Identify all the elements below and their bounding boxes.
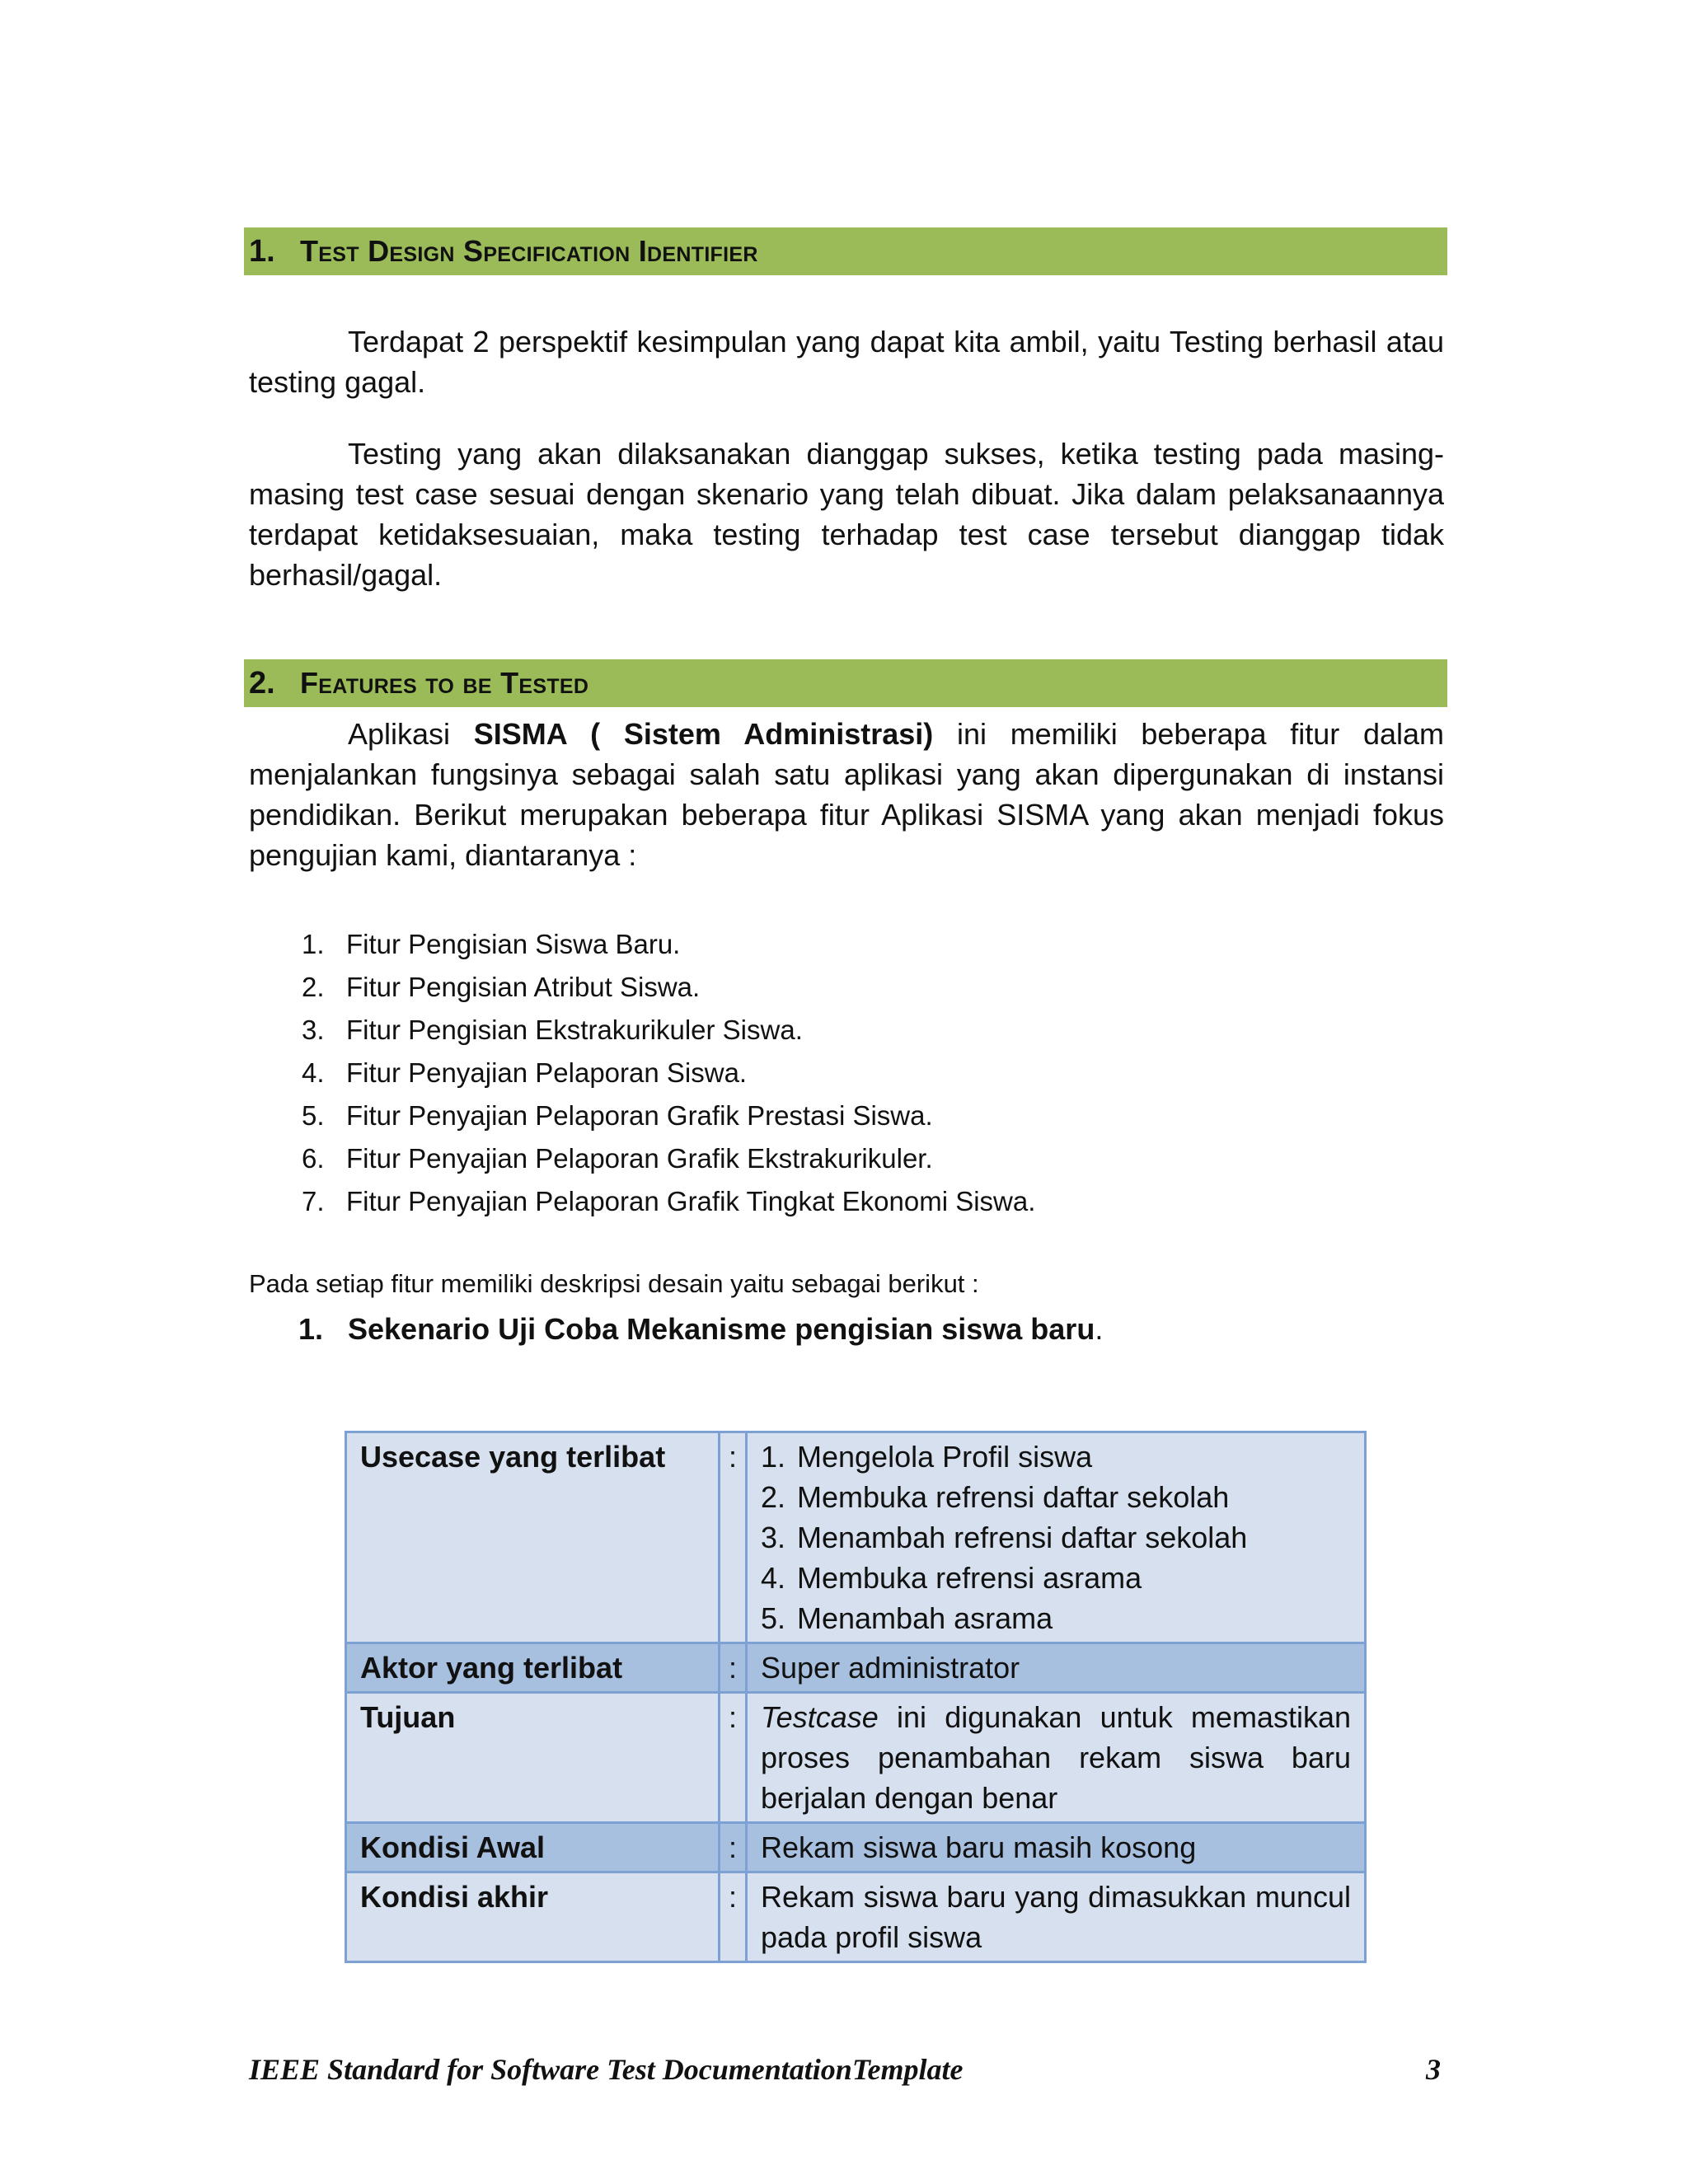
tujuan-label: Tujuan bbox=[346, 1693, 720, 1823]
list-text: Menambah refrensi daftar sekolah bbox=[797, 1521, 1248, 1554]
colon: : bbox=[720, 1693, 747, 1823]
list-number: 1. bbox=[761, 1440, 786, 1474]
usecase-value bbox=[747, 1432, 1366, 1643]
kondisi-akhir-label: Kondisi akhir bbox=[346, 1872, 720, 1962]
list-item bbox=[302, 1180, 1035, 1223]
list-number: 5. bbox=[761, 1601, 786, 1635]
usecase-label: Usecase yang terlibat bbox=[346, 1432, 720, 1643]
scenario-title: Sekenario Uji Coba Mekanisme pengisian siswa baru bbox=[348, 1312, 1095, 1346]
list-number: 1. bbox=[302, 929, 325, 959]
list-text: Fitur Penyajian Pelaporan Siswa. bbox=[346, 1057, 748, 1088]
list-text: Fitur Penyajian Pelaporan Grafik Ekstrakurikuler. bbox=[346, 1143, 933, 1174]
table-row bbox=[346, 1823, 1366, 1872]
list-item bbox=[761, 1598, 1351, 1638]
list-number: 6. bbox=[302, 1143, 325, 1174]
scenario-suffix: . bbox=[1095, 1312, 1104, 1346]
tujuan-italic: Testcase bbox=[761, 1700, 879, 1734]
list-item bbox=[761, 1517, 1351, 1558]
scenario-heading bbox=[298, 1312, 1103, 1347]
list-text: Membuka refrensi daftar sekolah bbox=[797, 1480, 1230, 1514]
list-text: Fitur Pengisian Atribut Siswa. bbox=[346, 972, 701, 1002]
footer-title: IEEE Standard for Software Test DocumentationTemplate bbox=[249, 2053, 964, 2086]
list-number: 2. bbox=[302, 972, 325, 1002]
section-1-number: 1. bbox=[249, 233, 275, 269]
section-1-title: Test Design Specification Identifier bbox=[300, 234, 758, 268]
table-row bbox=[346, 1432, 1366, 1643]
kondisi-awal-value: Rekam siswa baru masih kosong bbox=[747, 1823, 1366, 1872]
list-item bbox=[302, 1094, 1035, 1137]
colon: : bbox=[720, 1643, 747, 1693]
list-item bbox=[302, 1052, 1035, 1094]
list-item bbox=[302, 966, 1035, 1009]
list-text: Menambah asrama bbox=[797, 1601, 1053, 1635]
colon: : bbox=[720, 1432, 747, 1643]
list-text: Fitur Pengisian Siswa Baru. bbox=[346, 929, 681, 959]
usecase-list bbox=[761, 1436, 1351, 1638]
kondisi-awal-label: Kondisi Awal bbox=[346, 1823, 720, 1872]
list-item bbox=[761, 1436, 1351, 1477]
design-description-note: Pada setiap fitur memiliki deskripsi desain yaitu sebagai berikut : bbox=[249, 1269, 979, 1298]
list-number: 7. bbox=[302, 1186, 325, 1216]
scenario-number: 1. bbox=[298, 1312, 324, 1346]
aktor-value: Super administrator bbox=[747, 1643, 1366, 1693]
list-item bbox=[302, 1137, 1035, 1180]
list-number: 2. bbox=[761, 1480, 786, 1514]
list-number: 3. bbox=[302, 1015, 325, 1045]
kondisi-akhir-value: Rekam siswa baru yang dimasukkan muncul pada profil siswa bbox=[747, 1872, 1366, 1962]
tujuan-rest: ini digunakan untuk memastikan proses penambahan rekam siswa baru berjalan dengan benar bbox=[761, 1700, 1351, 1815]
section-2-number: 2. bbox=[249, 665, 275, 701]
list-text: Mengelola Profil siswa bbox=[797, 1440, 1093, 1474]
tujuan-value bbox=[747, 1693, 1366, 1823]
section-1-paragraph-2: Testing yang akan dilaksanakan dianggap sukses, ketika testing pada masing-masing test case sesuai dengan skenario yang telah dibuat. Jika dalam pelaksanaannya terdapat ketidaksesuaian, maka testing terhadap test case tersebut dianggap tidak berhasil/gagal. bbox=[249, 437, 1444, 592]
intro-text-before: Aplikasi bbox=[348, 717, 474, 751]
feature-list bbox=[302, 923, 1035, 1223]
list-number: 5. bbox=[302, 1100, 325, 1131]
intro-text-after: ini memiliki beberapa fitur dalam menjalankan fungsinya sebagai salah satu aplikasi yang akan dipergunakan di instansi pendidikan. Berikut merupakan beberapa fitur Aplikasi SISMA yang akan menjadi fokus pengujian kami, diantaranya : bbox=[249, 717, 1444, 872]
list-number: 4. bbox=[302, 1057, 325, 1088]
table-row bbox=[346, 1693, 1366, 1823]
section-1-paragraph-1: Terdapat 2 perspektif kesimpulan yang dapat kita ambil, yaitu Testing berhasil atau testing gagal. bbox=[249, 325, 1444, 399]
list-number: 4. bbox=[761, 1561, 786, 1595]
list-text: Fitur Pengisian Ekstrakurikuler Siswa. bbox=[346, 1015, 803, 1045]
list-number: 3. bbox=[761, 1521, 786, 1554]
list-item bbox=[761, 1558, 1351, 1598]
list-text: Membuka refrensi asrama bbox=[797, 1561, 1142, 1595]
intro-app-name: SISMA ( Sistem Administrasi) bbox=[473, 717, 934, 751]
table-row bbox=[346, 1872, 1366, 1962]
section-2-header bbox=[244, 659, 1447, 707]
usecase-table bbox=[345, 1431, 1367, 1963]
section-1-header bbox=[244, 227, 1447, 275]
list-item bbox=[302, 1009, 1035, 1052]
list-text: Fitur Penyajian Pelaporan Grafik Tingkat Ekonomi Siswa. bbox=[346, 1186, 1036, 1216]
list-item bbox=[302, 923, 1035, 966]
list-item bbox=[761, 1477, 1351, 1517]
list-text: Fitur Penyajian Pelaporan Grafik Prestasi Siswa. bbox=[346, 1100, 933, 1131]
colon: : bbox=[720, 1872, 747, 1962]
aktor-label: Aktor yang terlibat bbox=[346, 1643, 720, 1693]
section-2-title: Features to be Tested bbox=[300, 666, 589, 700]
page-number: 3 bbox=[1426, 2053, 1441, 2086]
table-row bbox=[346, 1643, 1366, 1693]
section-2-intro bbox=[249, 714, 1444, 875]
colon: : bbox=[720, 1823, 747, 1872]
